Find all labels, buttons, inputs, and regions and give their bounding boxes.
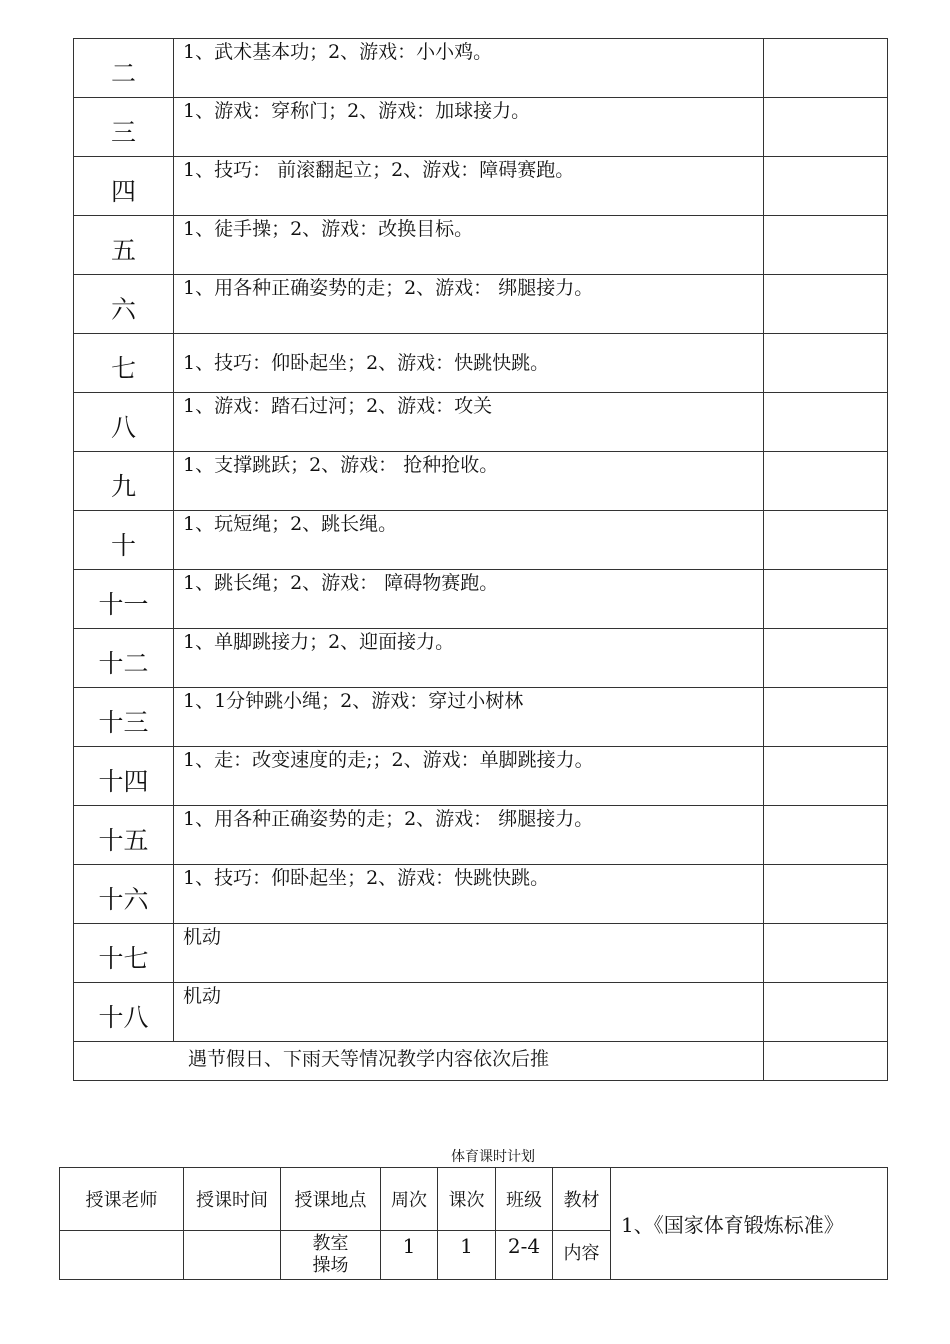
week-content: 1、1分钟跳小绳；2、游戏：穿过小树林 <box>174 688 764 747</box>
week-note-cell <box>764 806 888 865</box>
week-note-cell <box>764 393 888 452</box>
schedule-row <box>74 570 888 629</box>
week-note-cell <box>764 865 888 924</box>
week-number: 十一 <box>74 570 174 629</box>
week-note-cell <box>764 629 888 688</box>
location-line-2: 操场 <box>312 1255 349 1276</box>
week-note-cell <box>764 747 888 806</box>
class-header: 班级 <box>496 1168 553 1231</box>
week-content: 1、玩短绳；2、跳长绳。 <box>174 511 764 570</box>
week-note-cell <box>764 334 888 393</box>
teacher-header: 授课老师 <box>60 1168 184 1231</box>
week-content: 1、技巧：仰卧起坐；2、游戏：快跳快跳。 <box>174 865 764 924</box>
week-number: 十七 <box>74 924 174 983</box>
schedule-row <box>74 747 888 806</box>
week-number: 十二 <box>74 629 174 688</box>
week-content: 1、跳长绳；2、游戏： 障碍物赛跑。 <box>174 570 764 629</box>
lesson-plan-table <box>59 1167 888 1280</box>
week-content: 机动 <box>174 983 764 1042</box>
material-header-top: 教材 <box>553 1168 611 1231</box>
week-note-cell <box>764 452 888 511</box>
lesson-header: 课次 <box>438 1168 496 1231</box>
schedule-row <box>74 511 888 570</box>
week-number: 三 <box>74 98 174 157</box>
schedule-table <box>73 38 888 1081</box>
schedule-row <box>74 275 888 334</box>
week-note-cell <box>764 688 888 747</box>
week-note-cell <box>764 570 888 629</box>
plan-caption: 体育课时计划 <box>451 1149 535 1165</box>
week-number: 十 <box>74 511 174 570</box>
week-number: 八 <box>74 393 174 452</box>
schedule-row <box>74 39 888 98</box>
time-value <box>184 1231 281 1280</box>
week-number: 十三 <box>74 688 174 747</box>
week-number: 四 <box>74 157 174 216</box>
week-content: 1、游戏：穿称门；2、游戏：加球接力。 <box>174 98 764 157</box>
schedule-row <box>74 629 888 688</box>
material-content: 1、《国家体育锻炼标准》 <box>611 1168 888 1280</box>
week-note-cell <box>764 98 888 157</box>
week-number: 六 <box>74 275 174 334</box>
material-header-bottom: 内容 <box>553 1231 611 1280</box>
week-content: 机动 <box>174 924 764 983</box>
class-value: 2-4 <box>496 1231 553 1280</box>
location-header: 授课地点 <box>281 1168 381 1231</box>
schedule-row <box>74 393 888 452</box>
week-content: 1、技巧： 前滚翻起立；2、游戏：障碍赛跑。 <box>174 157 764 216</box>
schedule-footnote-note-cell <box>764 1042 888 1081</box>
week-note-cell <box>764 275 888 334</box>
week-header: 周次 <box>381 1168 438 1231</box>
week-number: 十五 <box>74 806 174 865</box>
schedule-row <box>74 688 888 747</box>
week-number: 九 <box>74 452 174 511</box>
schedule-body <box>74 39 888 1042</box>
week-content: 1、技巧：仰卧起坐；2、游戏：快跳快跳。 <box>174 334 764 393</box>
schedule-row <box>74 983 888 1042</box>
lesson-value: 1 <box>438 1231 496 1280</box>
schedule-row <box>74 157 888 216</box>
location-value <box>281 1231 381 1280</box>
week-note-cell <box>764 39 888 98</box>
week-number: 二 <box>74 39 174 98</box>
schedule-row <box>74 334 888 393</box>
week-value: 1 <box>381 1231 438 1280</box>
week-note-cell <box>764 216 888 275</box>
schedule-row <box>74 924 888 983</box>
week-number: 十四 <box>74 747 174 806</box>
schedule-row <box>74 806 888 865</box>
week-content: 1、用各种正确姿势的走；2、游戏： 绑腿接力。 <box>174 806 764 865</box>
week-content: 1、用各种正确姿势的走；2、游戏： 绑腿接力。 <box>174 275 764 334</box>
week-content: 1、武术基本功；2、游戏：小小鸡。 <box>174 39 764 98</box>
week-content: 1、徒手操；2、游戏：改换目标。 <box>174 216 764 275</box>
week-content: 1、单脚跳接力；2、迎面接力。 <box>174 629 764 688</box>
week-content: 1、走：改变速度的走;；2、游戏：单脚跳接力。 <box>174 747 764 806</box>
schedule-row <box>74 98 888 157</box>
week-content: 1、游戏：踏石过河；2、游戏：攻关 <box>174 393 764 452</box>
schedule-row <box>74 452 888 511</box>
week-content: 1、支撑跳跃；2、游戏： 抢种抢收。 <box>174 452 764 511</box>
schedule-footnote-row <box>74 1042 888 1081</box>
schedule-footnote: 遇节假日、下雨天等情况教学内容依次后推 <box>74 1042 764 1081</box>
schedule-row <box>74 865 888 924</box>
week-number: 七 <box>74 334 174 393</box>
location-line-1: 教室 <box>312 1233 349 1254</box>
week-note-cell <box>764 924 888 983</box>
teacher-value <box>60 1231 184 1280</box>
week-number: 十六 <box>74 865 174 924</box>
week-number: 五 <box>74 216 174 275</box>
week-note-cell <box>764 983 888 1042</box>
week-note-cell <box>764 157 888 216</box>
time-header: 授课时间 <box>184 1168 281 1231</box>
plan-header-row <box>60 1168 888 1231</box>
schedule-row <box>74 216 888 275</box>
week-note-cell <box>764 511 888 570</box>
week-number: 十八 <box>74 983 174 1042</box>
